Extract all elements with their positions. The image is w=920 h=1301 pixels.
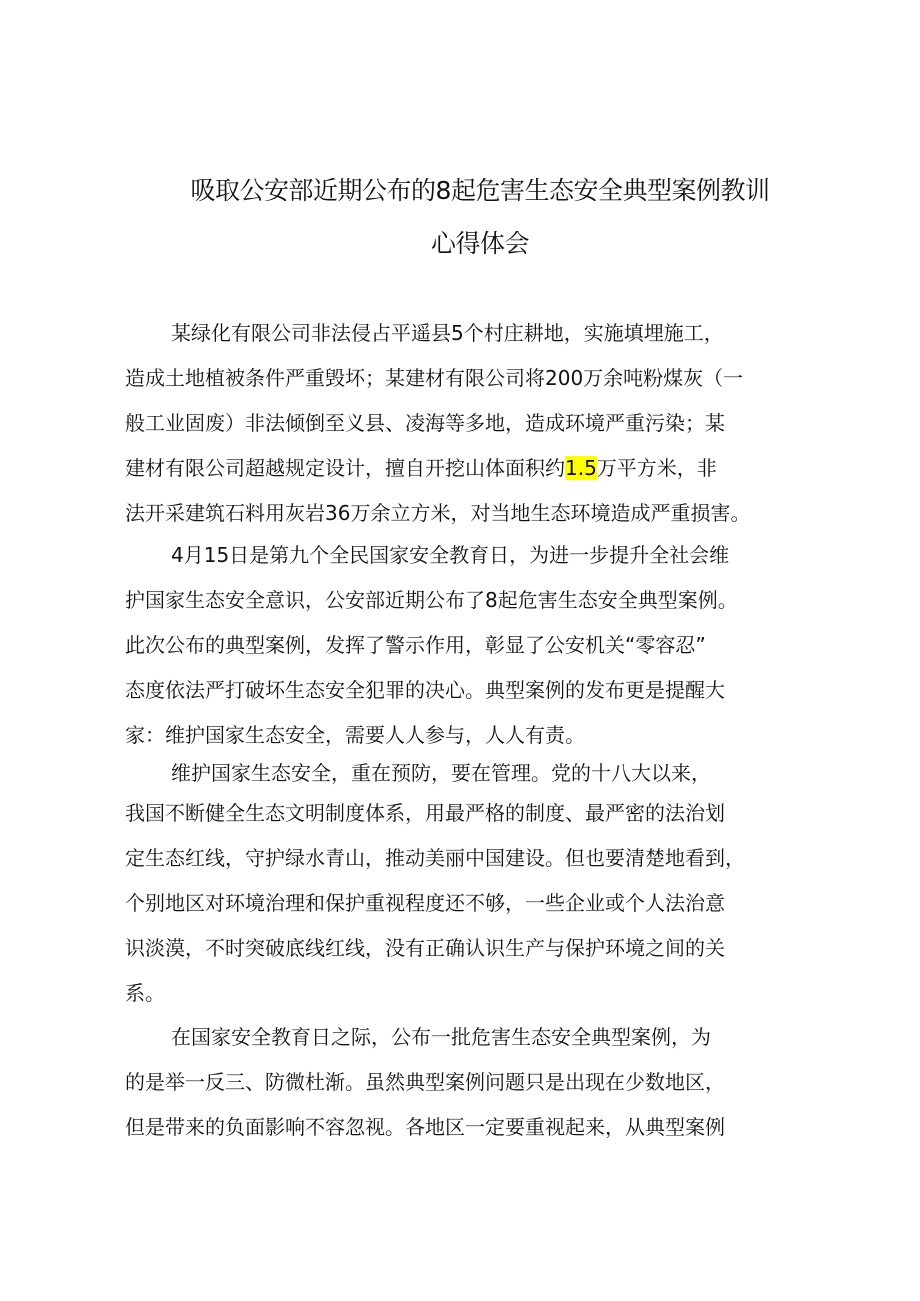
paragraph-line-with-highlight [125, 453, 717, 483]
paragraph-line: 般工业固废）非法倾倒至义县、凌海等多地，造成环境严重污染；某 [125, 411, 725, 435]
document-title-line-1: 吸取公安部近期公布的8起危害生态安全典型案例教训 [190, 176, 770, 205]
paragraph-line: 的是举一反三、防微杜渐。虽然典型案例问题只是出现在少数地区， [125, 1070, 725, 1094]
highlighted-number: 1.5 [565, 456, 597, 480]
paragraph-line: 个别地区对环境治理和保护重视程度还不够，一些企业或个人法治意 [125, 891, 725, 915]
paragraph-line: 态度依法严打破坏生态安全犯罪的决心。典型案例的发布更是提醒大 [125, 678, 725, 702]
paragraph-line: 在国家安全教育日之际，公布一批危害生态安全典型案例，为 [171, 1025, 711, 1049]
paragraph-line: 我国不断健全生态文明制度体系，用最严格的制度、最严密的法治划 [125, 801, 725, 825]
paragraph-line: 护国家生态安全意识，公安部近期公布了8起危害生态安全典型案例。 [125, 588, 738, 612]
paragraph-line: 此次公布的典型案例，发挥了警示作用，彰显了公安机关“零容忍” [125, 633, 706, 657]
paragraph-line: 系。 [125, 981, 165, 1005]
paragraph-line-head: 建材有限公司超越规定设计，擅自开挖山体面积约 [125, 456, 565, 480]
paragraph-line: 造成土地植被条件严重毁坏；某建材有限公司将200万余吨粉煤灰（一 [125, 366, 744, 390]
paragraph-line: 法开采建筑石料用灰岩36万余立方米，对当地生态环境造成严重损害。 [125, 501, 751, 525]
paragraph-line: 4月15日是第九个全民国家安全教育日，为进一步提升全社会维 [171, 543, 730, 567]
paragraph-line: 家：维护国家生态安全，需要人人参与，人人有责。 [125, 723, 585, 747]
paragraph-line: 维护国家生态安全，重在预防，要在管理。党的十八大以来， [171, 761, 711, 785]
paragraph-line: 识淡漠，不时突破底线红线，没有正确认识生产与保护环境之间的关 [125, 936, 725, 960]
paragraph-line: 定生态红线，守护绿水青山，推动美丽中国建设。但也要清楚地看到， [125, 846, 745, 870]
document-title-line-2: 心得体会 [430, 229, 529, 258]
paragraph-line-tail: 万平方米，非 [596, 456, 717, 480]
paragraph-line: 但是带来的负面影响不容忽视。各地区一定要重视起来，从典型案例 [125, 1115, 725, 1139]
paragraph-line: 某绿化有限公司非法侵占平遥县5个村庄耕地，实施填埋施工， [171, 321, 724, 345]
